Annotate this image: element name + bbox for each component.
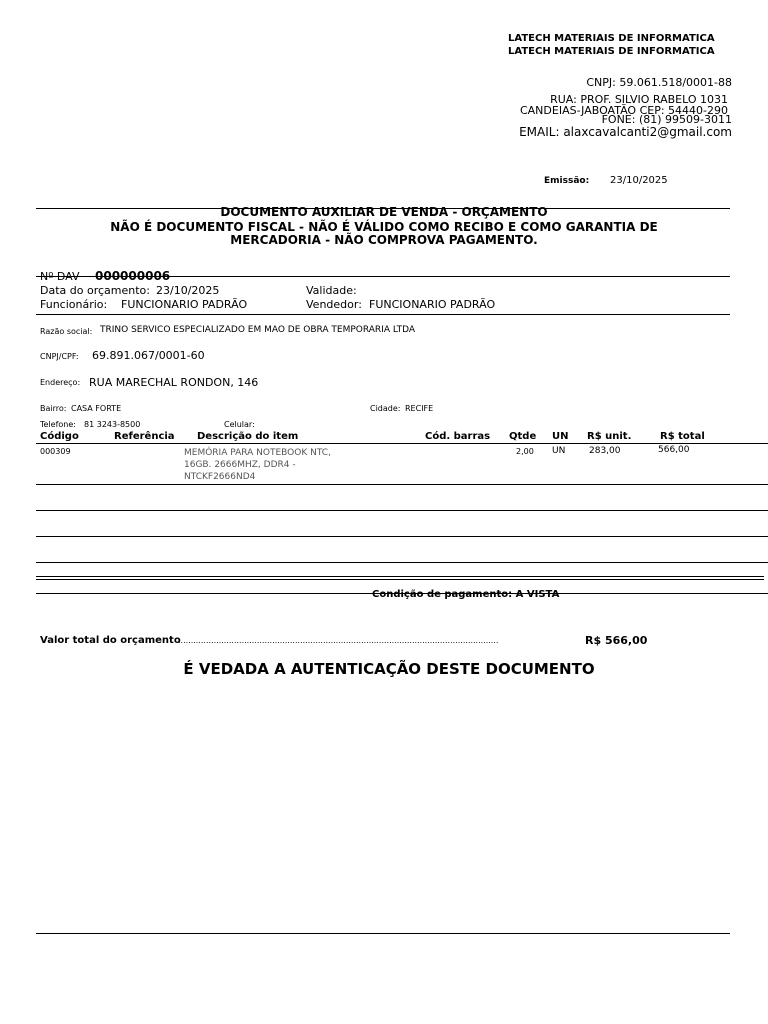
item-total: 566,00 xyxy=(658,445,690,455)
item-description-line2: 16GB. 2666MHZ, DDR4 - xyxy=(184,460,296,470)
customer-phone-label: Telefone: xyxy=(40,420,76,429)
company-phone: FONE: (81) 99509-3011 xyxy=(601,113,732,126)
signature-line xyxy=(36,933,730,934)
customer-city-label: Cidade: xyxy=(370,404,401,413)
col-header-unit-price: R$ unit. xyxy=(587,431,632,442)
employee-name: FUNCIONARIO PADRÃO xyxy=(121,298,248,311)
company-street: RUA: PROF. SILVIO RABELO 1031 xyxy=(550,93,728,106)
table-header-divider xyxy=(36,443,768,444)
customer-doc: 69.891.067/0001-60 xyxy=(92,349,205,362)
document-title: DOCUMENTO AUXILIAR DE VENDA - ORÇAMENTO xyxy=(220,205,548,219)
emission-date: 23/10/2025 xyxy=(610,175,668,186)
table-row-divider xyxy=(36,484,768,485)
customer-phone: 81 3243-8500 xyxy=(84,420,141,429)
company-city-cep: CANDEIAS-JABOATÃO CEP: 54440-290 xyxy=(519,104,728,117)
customer-district: CASA FORTE xyxy=(71,404,122,413)
divider-dav xyxy=(36,276,730,277)
customer-address: RUA MARECHAL RONDON, 146 xyxy=(89,376,259,389)
item-description-line1: MEMÓRIA PARA NOTEBOOK NTC, xyxy=(184,448,331,458)
total-label: Valor total do orçamento xyxy=(40,635,181,646)
table-row-divider xyxy=(36,536,768,537)
col-header-description: Descrição do item xyxy=(197,431,299,442)
employee-label: Funcionário: xyxy=(40,298,108,311)
total-leader-dots: .............................................................................................................................. xyxy=(178,636,499,645)
col-header-barcode: Cód. barras xyxy=(425,431,491,442)
seller-name: FUNCIONARIO PADRÃO xyxy=(369,298,496,311)
company-name-secondary: LATECH MATERIAIS DE INFORMATICA xyxy=(508,46,715,57)
table-row-divider xyxy=(36,562,768,563)
item-unit-price: 283,00 xyxy=(589,446,621,456)
payment-condition xyxy=(372,589,559,600)
authentication-notice: É VEDADA A AUTENTICAÇÃO DESTE DOCUMENTO xyxy=(183,660,595,678)
item-code: 000309 xyxy=(40,447,71,456)
payment-condition-value: A VISTA xyxy=(515,589,560,600)
table-bottom-divider-double xyxy=(36,579,764,580)
quote-date: 23/10/2025 xyxy=(156,284,220,297)
quote-date-label: Data do orçamento: xyxy=(40,284,150,297)
document-disclaimer-line1: NÃO É DOCUMENTO FISCAL - NÃO É VÁLIDO COMO RECIBO E COMO GARANTIA DE xyxy=(110,220,658,234)
validity-label: Validade: xyxy=(306,284,357,297)
company-email: EMAIL: alaxcavalcanti2@gmail.com xyxy=(519,125,732,139)
customer-address-label: Endereço: xyxy=(40,378,81,387)
company-cnpj: CNPJ: 59.061.518/0001-88 xyxy=(586,76,732,89)
table-bottom-divider xyxy=(36,576,764,577)
seller-label: Vendedor: xyxy=(306,298,362,311)
customer-district-label: Bairro: xyxy=(40,404,67,413)
divider-customer xyxy=(36,314,730,315)
company-name: LATECH MATERIAIS DE INFORMATICA xyxy=(508,33,715,44)
table-row-divider xyxy=(36,510,768,511)
customer-name-label: Razão social: xyxy=(40,327,93,336)
dav-label: Nº DAV xyxy=(40,270,80,283)
payment-condition-label: Condição de pagamento: xyxy=(372,589,513,600)
customer-mobile-label: Celular: xyxy=(224,420,255,429)
customer-name: TRINO SERVICO ESPECIALIZADO EM MAO DE OBRA TEMPORARIA LTDA xyxy=(100,325,416,335)
document-disclaimer-line2: MERCADORIA - NÃO COMPROVA PAGAMENTO. xyxy=(230,233,538,247)
item-unit: UN xyxy=(552,446,566,456)
dav-number: 000000006 xyxy=(95,269,171,283)
customer-city: RECIFE xyxy=(405,404,434,413)
total-value: R$ 566,00 xyxy=(585,634,648,647)
col-header-reference: Referência xyxy=(114,431,175,442)
emission-label: Emissão: xyxy=(544,176,590,186)
col-header-unit: UN xyxy=(552,431,569,442)
col-header-code: Código xyxy=(40,431,79,442)
item-qty: 2,00 xyxy=(516,447,534,456)
col-header-qty: Qtde xyxy=(509,431,537,442)
customer-doc-label: CNPJ/CPF: xyxy=(40,352,79,361)
col-header-total: R$ total xyxy=(660,431,705,442)
item-description-line3: NTCKF2666ND4 xyxy=(184,472,256,482)
